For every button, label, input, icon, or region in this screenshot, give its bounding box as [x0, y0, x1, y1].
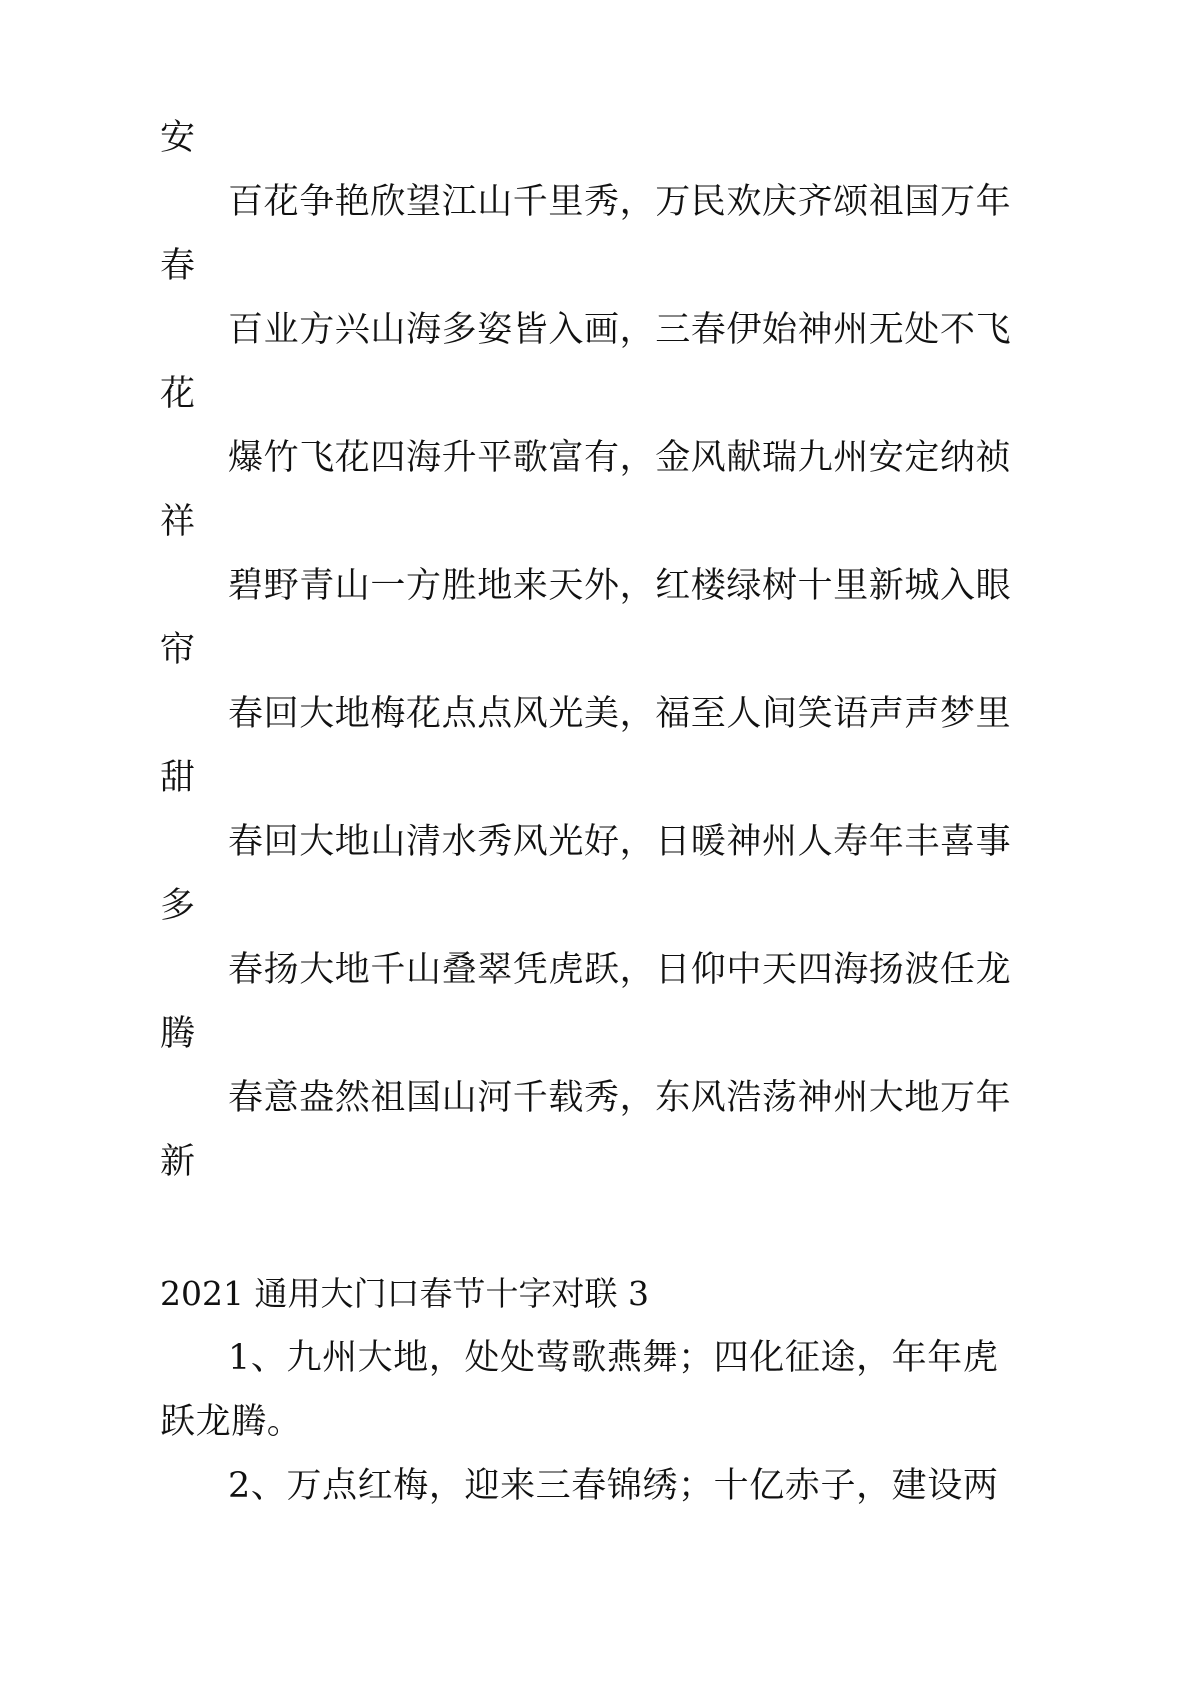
document-body: [160, 106, 1012, 1518]
numbered-item-line: 2、万点红梅，迎来三春锦绣；十亿赤子，建设两: [228, 1466, 999, 1506]
couplet-wrap: 花: [160, 374, 196, 414]
couplet-wrap: 新: [160, 1142, 196, 1182]
couplet-line: 碧野青山一方胜地来天外，红楼绿树十里新城入眼: [228, 566, 1012, 606]
couplet-line: 春回大地梅花点点风光美，福至人间笑语声声梦里: [228, 694, 1012, 734]
couplet-wrap: 多: [160, 886, 196, 926]
couplet-line: 春扬大地千山叠翠凭虎跃，日仰中天四海扬波任龙: [228, 950, 1012, 990]
couplet-line: 百花争艳欣望江山千里秀，万民欢庆齐颂祖国万年: [228, 182, 1012, 222]
couplet-wrap: 甜: [160, 758, 196, 798]
couplet-wrap: 祥: [160, 502, 196, 542]
couplet-line: 春回大地山清水秀风光好，日暖神州人寿年丰喜事: [228, 822, 1012, 862]
couplet-wrap: 春: [160, 246, 196, 286]
leading-fragment: 安: [160, 118, 196, 158]
couplet-wrap: 腾: [160, 1014, 196, 1054]
couplet-line: 百业方兴山海多姿皆入画，三春伊始神州无处不飞: [228, 310, 1012, 350]
couplet-line: 爆竹飞花四海升平歌富有，金风献瑞九州安定纳祯: [228, 438, 1012, 478]
couplet-line: 春意盎然祖国山河千载秀，东风浩荡神州大地万年: [228, 1078, 1012, 1118]
numbered-item-wrap: 跃龙腾。: [160, 1402, 303, 1442]
section-heading: 2021 通用大门口春节十字对联 3: [160, 1274, 649, 1313]
numbered-item-line: 1、九州大地，处处莺歌燕舞；四化征途，年年虎: [228, 1338, 999, 1378]
section-spacer: [160, 1194, 960, 1262]
couplet-wrap: 帘: [160, 630, 196, 670]
